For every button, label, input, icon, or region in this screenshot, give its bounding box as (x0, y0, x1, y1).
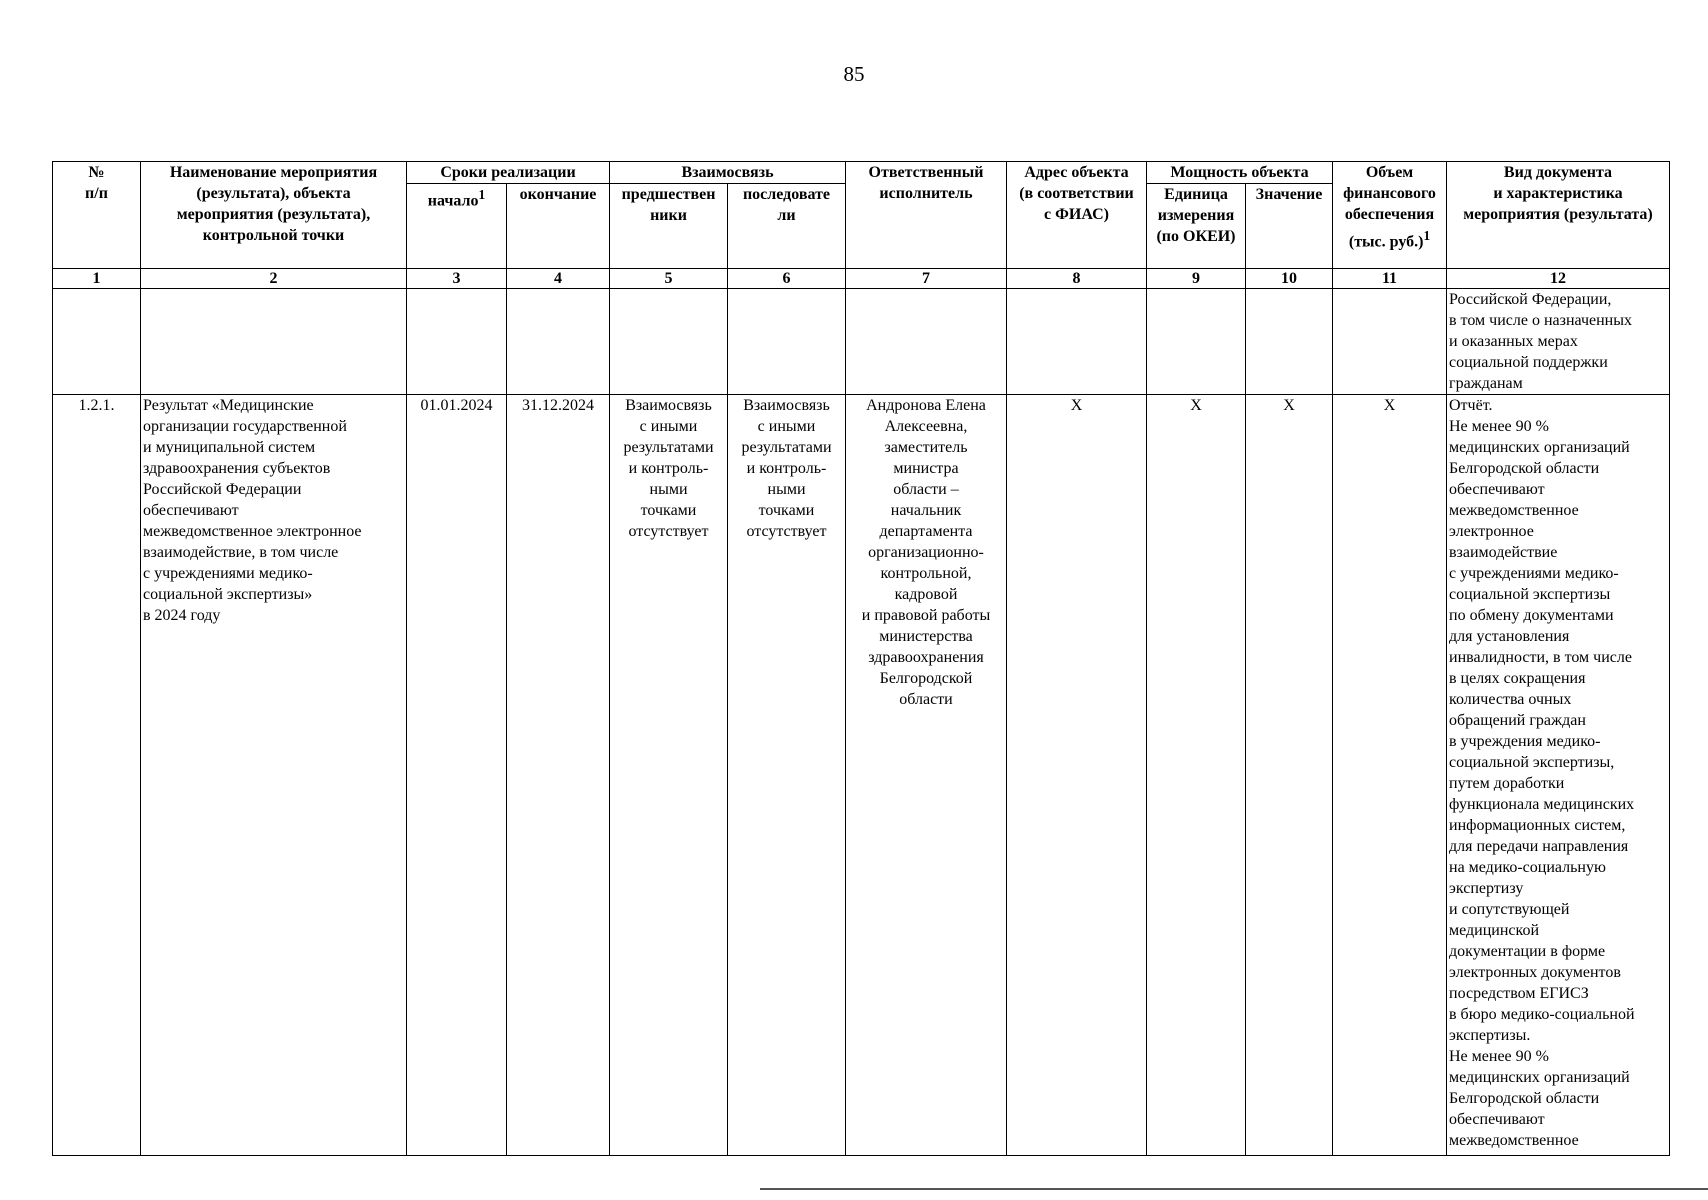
column-number: 4 (507, 269, 610, 289)
text-line: предшествен (621, 186, 716, 203)
text-line: в том числе о назначенных (1449, 312, 1632, 329)
text-line: контрольной точки (202, 227, 345, 244)
column-number: 7 (846, 269, 1007, 289)
text-line: экспертизу (1449, 880, 1524, 897)
column-number: 2 (141, 269, 407, 289)
row-address: X (1007, 395, 1147, 1156)
row-predecessors (610, 395, 728, 1156)
text-line: взаимодействие (1449, 544, 1558, 561)
header-successors (728, 184, 846, 269)
column-numbers-row (53, 269, 1670, 289)
text-line: ными (767, 481, 806, 498)
header-responsible (846, 162, 1007, 269)
text-line: отсутствует (746, 523, 827, 540)
text-line: для установления (1449, 628, 1570, 645)
text-line: обеспечения (1344, 206, 1435, 223)
text-line: п/п (85, 185, 108, 202)
header-document (1447, 162, 1670, 269)
text-line: мероприятия (результата) (1463, 206, 1653, 223)
text-line: и муниципальной систем (143, 439, 316, 456)
text-line: документации в форме (1449, 943, 1606, 960)
text-line: и контроль- (628, 460, 709, 477)
text-line: Вид документа (1503, 164, 1613, 181)
text-line: ными (649, 481, 688, 498)
header-predecessors (610, 184, 728, 269)
row-number: 1.2.1. (53, 395, 141, 1156)
text-line: здравоохранения субъектов (143, 460, 331, 477)
header-finance (1333, 162, 1447, 269)
row-finance: X (1333, 395, 1447, 1156)
row-end-date: 31.12.2024 (507, 395, 610, 1156)
text-line: и правовой работы (861, 607, 991, 624)
text-line: Наименование мероприятия (169, 164, 378, 181)
text-line: организационно- (868, 544, 984, 561)
text-line: контрольной, (880, 565, 972, 582)
text-line: и контроль- (746, 460, 827, 477)
text-line: начальник (890, 502, 962, 519)
text-line: функционала медицинских (1449, 796, 1635, 813)
text-line: результатами (623, 439, 714, 456)
text-line: гражданам (1449, 375, 1523, 392)
text-line: Результат «Медицинские (143, 397, 314, 414)
column-number: 9 (1147, 269, 1246, 289)
text-line: обеспечивают (143, 502, 239, 519)
row-unit: X (1147, 395, 1246, 1156)
text-line: исполнитель (879, 185, 973, 202)
row-value: X (1246, 395, 1333, 1156)
text-line: министерства (879, 628, 973, 645)
text-line: Единица (1164, 186, 1228, 203)
text-line: (тыс. руб.)$^1$ (1348, 228, 1431, 251)
text-line: Не менее 90 % (1449, 1048, 1549, 1065)
header-end: окончание (507, 184, 610, 269)
text-line: отсутствует (628, 523, 709, 540)
column-number: 12 (1447, 269, 1670, 289)
text-line: информационных систем, (1449, 817, 1626, 834)
header-terms: Сроки реализации (407, 162, 610, 184)
text-line: измерения (1157, 207, 1235, 224)
text-line: межведомственное (1449, 1132, 1579, 1149)
text-line: с иными (639, 418, 698, 435)
text-line: в бюро медико-социальной (1449, 1006, 1635, 1023)
text-line: в целях сокращения (1449, 670, 1586, 687)
text-line: финансового (1343, 185, 1436, 202)
text-line: (результата), объекта (196, 185, 351, 202)
text-line: межведомственное электронное (143, 523, 362, 540)
text-line: результатами (741, 439, 832, 456)
text-line: количества очных (1449, 691, 1572, 708)
text-line: обеспечивают (1449, 1111, 1545, 1128)
text-line: Белгородской области (1449, 1090, 1600, 1107)
text-line: Объем (1365, 164, 1414, 181)
text-line: на медико-социальную (1449, 859, 1606, 876)
column-number: 6 (728, 269, 846, 289)
header-value: Значение (1246, 184, 1333, 269)
text-line: Адрес объекта (1024, 164, 1129, 181)
row-successors (728, 395, 846, 1156)
text-line: посредством ЕГИСЗ (1449, 985, 1589, 1002)
column-number: 3 (407, 269, 507, 289)
continuation-row (53, 289, 1670, 395)
text-line: с учреждениями медико- (1449, 565, 1619, 582)
row-start-date: 01.01.2024 (407, 395, 507, 1156)
text-line: Взаимосвязь (743, 397, 830, 414)
text-line: с учреждениями медико- (143, 565, 313, 582)
column-number: 1 (53, 269, 141, 289)
text-line: Белгородской (879, 670, 973, 687)
text-line: Отчёт. (1449, 397, 1493, 414)
text-line: Российской Федерации, (1449, 291, 1612, 308)
text-line: по обмену документами (1449, 607, 1614, 624)
text-line: точками (640, 502, 697, 519)
text-line: с ФИАС) (1044, 206, 1109, 223)
text-line: электронных документов (1449, 964, 1621, 981)
text-line: обращений граждан (1449, 712, 1586, 729)
text-line: (в соответствии (1019, 185, 1134, 202)
text-line: ли (777, 207, 796, 224)
text-line: и характеристика (1493, 185, 1623, 202)
row-responsible (846, 395, 1007, 1156)
text-line: кадровой (894, 586, 958, 603)
text-line: и оказанных мерах (1449, 333, 1578, 350)
text-line: Российской Федерации (143, 481, 302, 498)
text-line: путем доработки (1449, 775, 1565, 792)
text-line: Взаимосвязь (625, 397, 712, 414)
header-link: Взаимосвязь (610, 162, 846, 184)
page-number: 85 (843, 62, 865, 86)
header-start: начало$^1$ (407, 184, 507, 269)
text-line: социальной экспертизы, (1449, 754, 1615, 771)
text-line: заместитель (884, 439, 968, 456)
text-line: взаимодействие, в том числе (143, 544, 339, 561)
header-capacity: Мощность объекта (1147, 162, 1333, 184)
table-row (53, 395, 1670, 1156)
text-line: ники (650, 207, 687, 224)
text-line: Алексеевна, (884, 418, 968, 435)
text-line: организации государственной (143, 418, 347, 435)
text-line: Белгородской области (1449, 460, 1600, 477)
text-line: электронное (1449, 523, 1534, 540)
text-line: точками (758, 502, 815, 519)
text-line: обеспечивают (1449, 481, 1545, 498)
header-number (53, 162, 141, 269)
text-line: области (899, 691, 953, 708)
text-line: социальной поддержки (1449, 354, 1608, 371)
row-document (1447, 395, 1670, 1156)
text-line: медицинской (1449, 922, 1540, 939)
text-line: мероприятия (результата), (176, 206, 371, 223)
column-number: 10 (1246, 269, 1333, 289)
page-edge-line (760, 1188, 1708, 1190)
row-name (141, 395, 407, 1156)
text-line: экспертизы. (1449, 1027, 1531, 1044)
text-line: Не менее 90 % (1449, 418, 1549, 435)
text-line: Ответственный (868, 164, 984, 181)
text-line: медицинских организаций (1449, 1069, 1630, 1086)
column-number: 11 (1333, 269, 1447, 289)
text-line: и сопутствующей (1449, 901, 1570, 918)
text-line: медицинских организаций (1449, 439, 1630, 456)
text-line: последовате (742, 186, 831, 203)
text-line: инвалидности, в том числе (1449, 649, 1632, 666)
text-line: социальной экспертизы (1449, 586, 1611, 603)
text-line: в учреждения медико- (1449, 733, 1601, 750)
text-line: для передачи направления (1449, 838, 1629, 855)
text-line: № (88, 164, 105, 181)
text-line: области – (893, 481, 959, 498)
text-line: Андронова Елена (866, 397, 986, 414)
text-line: здравоохранения (868, 649, 984, 666)
measures-table (52, 161, 1670, 1156)
text-line: социальной экспертизы» (143, 586, 313, 603)
text-line: в 2024 году (143, 607, 221, 624)
header-address (1007, 162, 1147, 269)
continuation-text (1447, 289, 1670, 395)
text-line: (по ОКЕИ) (1156, 228, 1236, 245)
text-line: межведомственное (1449, 502, 1579, 519)
header-unit (1147, 184, 1246, 269)
text-line: министра (893, 460, 959, 477)
column-number: 5 (610, 269, 728, 289)
text-line: департамента (879, 523, 973, 540)
column-number: 8 (1007, 269, 1147, 289)
header-name (141, 162, 407, 269)
text-line: с иными (757, 418, 816, 435)
